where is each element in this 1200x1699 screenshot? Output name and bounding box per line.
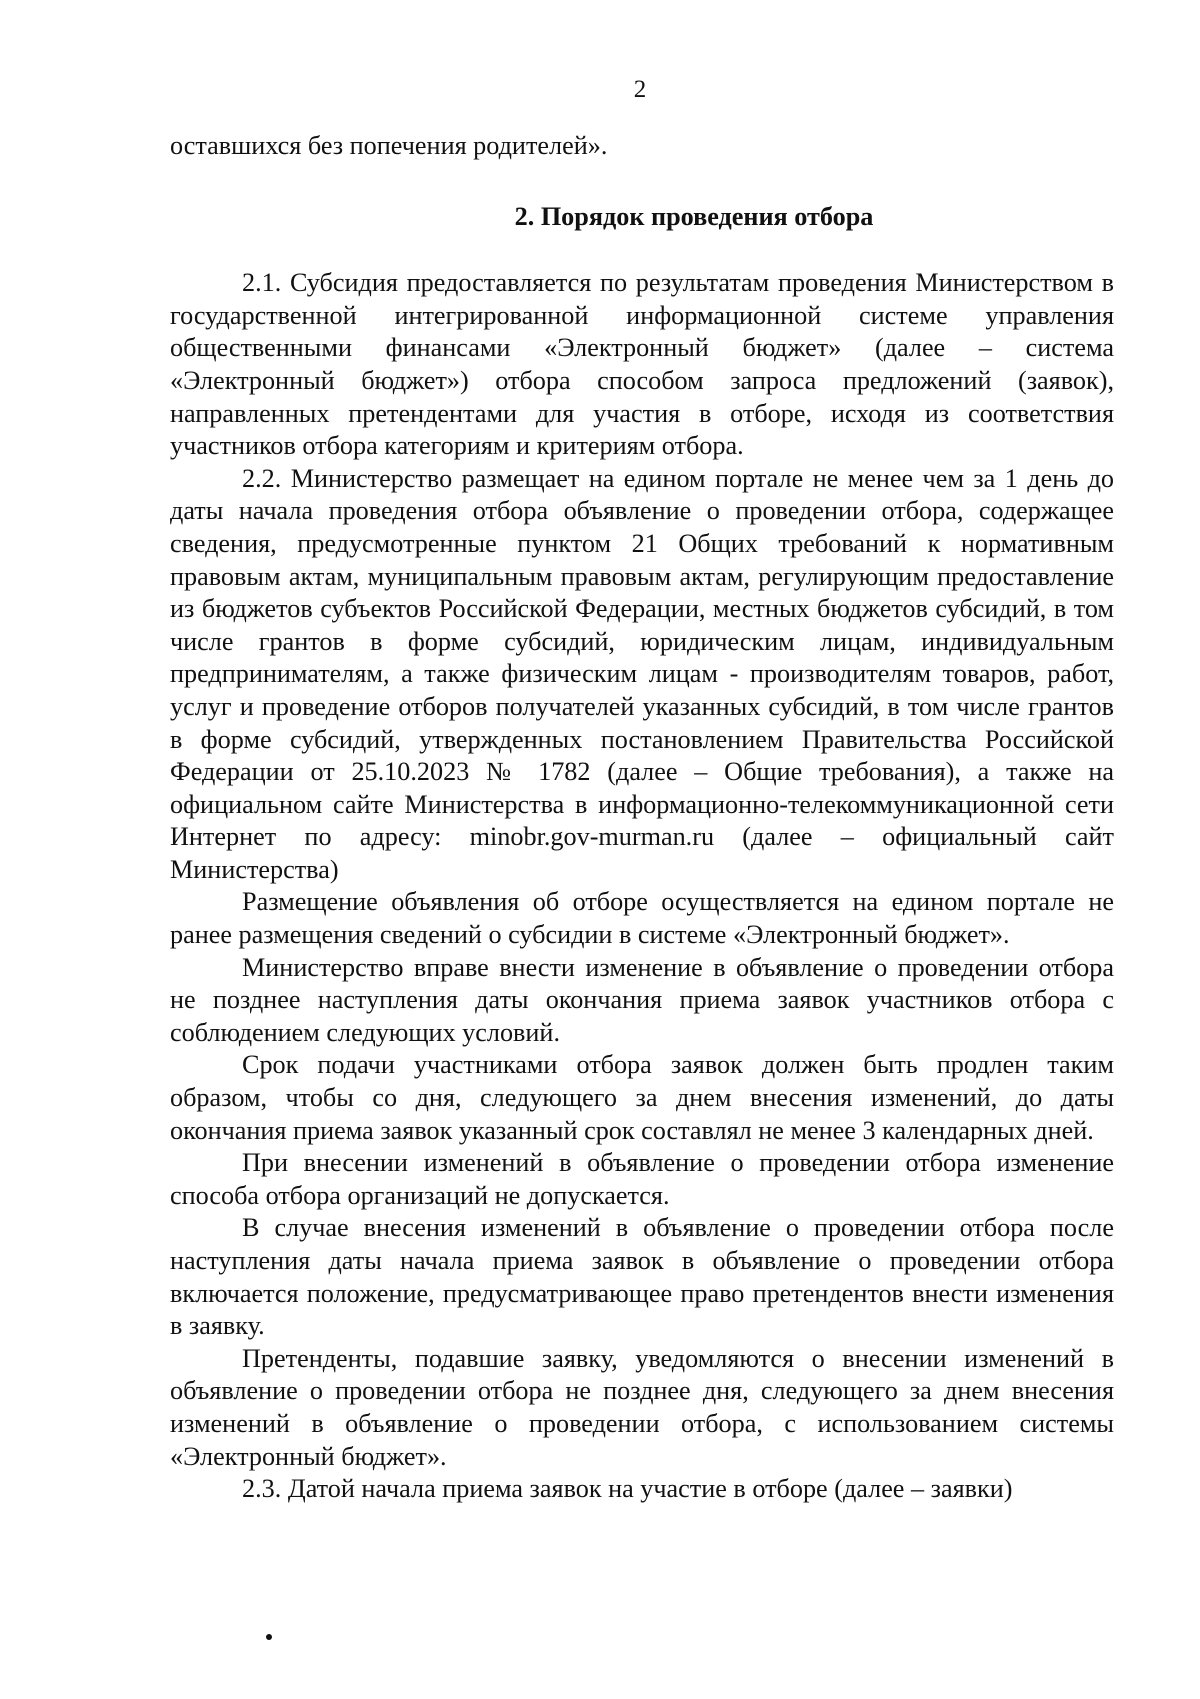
section-title: 2. Порядок проведения отбора [514,201,874,231]
paragraph-amendment-right: В случае внесения изменений в объявление о проведении отбора после наступления даты начала приема заявок в объявление о проведении отбора включается положение, предусматривающее право претендентов внести изменения в заявку. [170,1213,1114,1341]
stray-dot-mark [266,1634,272,1640]
paragraph-deadline: Срок подачи участниками отбора заявок должен быть продлен таким образом, чтобы со дня, следующего за днем внесения изменений, до даты окончания приема заявок указанный срок составлял не менее 3 календарных дней. [170,1050,1114,1145]
document-body [170,130,1114,1506]
paragraph-changes: Министерство вправе внести изменение в объявление о проведении отбора не позднее наступления даты окончания приема заявок участников отбора с соблюдением следующих условий. [170,952,1114,1047]
paragraph-2-3: 2.3. Датой начала приема заявок на участие в отборе (далее – заявки) [242,1474,1013,1504]
paragraph-placement: Размещение объявления об отборе осуществляется на едином портале не ранее размещения сведений о субсидии в системе «Электронный бюджет». [170,887,1114,950]
continuation-line: оставшихся без попечения родителей». [170,131,608,160]
paragraph-2-2: 2.2. Министерство размещает на едином портале не менее чем за 1 день до даты начала проведения отбора объявление о проведении отбора, содержащее сведения, предусмотренные пунктом 21 Общих требований к нормативным правовым актам, муниципальным правовым актам, регулирующим предоставление из бюджетов субъектов Российской Федерации, местных бюджетов субсидий, в том числе грантов в форме субсидий, юридическим лицам, индивидуальным предпринимателям, а также физическим лицам - производителям товаров, работ, услуг и проведение отборов получателей указанных субсидий, в том числе грантов в форме субсидий, утвержденных постановлением Правительства Российской Федерации от 25.10.2023 № 1782 (далее – Общие требования), а также на официальном сайте Министерства в информационно-телекоммуникационной сети Интернет по адресу: minobr.gov-murman.ru (далее – официальный сайт Министерства) [170,463,1114,884]
paragraph-method: При внесении изменений в объявление о проведении отбора изменение способа отбора организаций не допускается. [170,1148,1114,1210]
paragraph-notification: Претенденты, подавшие заявку, уведомляются о внесении изменений в объявление о проведении отбора не позднее дня, следующего за днем внесения изменений в объявление о проведении отбора, с использованием системы «Электронный бюджет». [170,1343,1114,1471]
paragraph-2-1: 2.1. Субсидия предоставляется по результатам проведения Министерством в государственной интегрированной информационной системе управления общественными финансами «Электронный бюджет» (далее – система «Электронный бюджет») отбора способом запроса предложений (заявок), направленных претендентами для участия в отборе, исходя из соответствия участников отбора категориям и критериям отбора. [170,268,1114,461]
page-number: 2 [633,76,647,103]
